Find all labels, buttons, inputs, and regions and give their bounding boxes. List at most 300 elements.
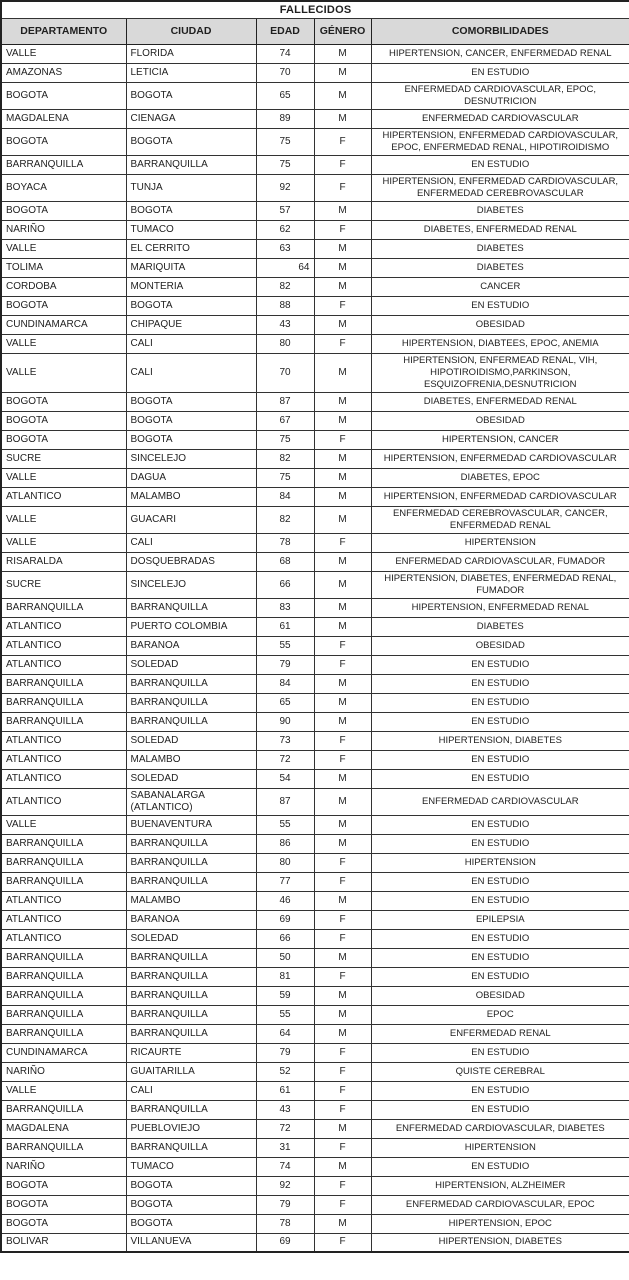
- cell-departamento: BOYACA: [1, 174, 126, 201]
- cell-ciudad: SINCELEJO: [126, 449, 256, 468]
- table-row: [1, 712, 629, 731]
- cell-comorbilidades: EN ESTUDIO: [371, 769, 629, 788]
- cell-comorbilidades: EN ESTUDIO: [371, 815, 629, 834]
- cell-ciudad: LETICIA: [126, 63, 256, 82]
- cell-edad: 82: [256, 506, 314, 533]
- cell-ciudad: BARANOA: [126, 910, 256, 929]
- cell-departamento: NARIÑO: [1, 1062, 126, 1081]
- cell-edad: 70: [256, 63, 314, 82]
- cell-edad: 74: [256, 1157, 314, 1176]
- cell-ciudad: BARRANQUILLA: [126, 674, 256, 693]
- cell-genero: M: [314, 44, 371, 63]
- cell-genero: F: [314, 910, 371, 929]
- cell-ciudad: MARIQUITA: [126, 258, 256, 277]
- table-row: [1, 834, 629, 853]
- cell-departamento: AMAZONAS: [1, 63, 126, 82]
- cell-genero: M: [314, 506, 371, 533]
- cell-comorbilidades: DIABETES: [371, 239, 629, 258]
- cell-edad: 92: [256, 1176, 314, 1195]
- cell-ciudad: FLORIDA: [126, 44, 256, 63]
- cell-edad: 78: [256, 1214, 314, 1233]
- table-row: [1, 506, 629, 533]
- cell-edad: 57: [256, 201, 314, 220]
- cell-genero: F: [314, 853, 371, 872]
- cell-comorbilidades: HIPERTENSION: [371, 1138, 629, 1157]
- cell-edad: 82: [256, 277, 314, 296]
- cell-departamento: BARRANQUILLA: [1, 967, 126, 986]
- cell-comorbilidades: EN ESTUDIO: [371, 655, 629, 674]
- cell-ciudad: SINCELEJO: [126, 571, 256, 598]
- cell-edad: 64: [256, 1024, 314, 1043]
- cell-ciudad: BARRANQUILLA: [126, 948, 256, 967]
- cell-departamento: BARRANQUILLA: [1, 872, 126, 891]
- cell-comorbilidades: DIABETES, EPOC: [371, 468, 629, 487]
- cell-ciudad: BOGOTA: [126, 296, 256, 315]
- table-row: [1, 571, 629, 598]
- cell-departamento: CORDOBA: [1, 277, 126, 296]
- cell-edad: 73: [256, 731, 314, 750]
- cell-ciudad: MALAMBO: [126, 487, 256, 506]
- cell-departamento: MAGDALENA: [1, 1119, 126, 1138]
- cell-ciudad: BARRANQUILLA: [126, 967, 256, 986]
- table-row: [1, 788, 629, 815]
- cell-genero: M: [314, 392, 371, 411]
- cell-edad: 55: [256, 636, 314, 655]
- cell-edad: 86: [256, 834, 314, 853]
- header-comorbilidades: COMORBILIDADES: [371, 18, 629, 44]
- table-row: [1, 44, 629, 63]
- cell-genero: M: [314, 109, 371, 128]
- cell-departamento: VALLE: [1, 815, 126, 834]
- cell-comorbilidades: DIABETES: [371, 258, 629, 277]
- cell-comorbilidades: QUISTE CEREBRAL: [371, 1062, 629, 1081]
- cell-genero: M: [314, 693, 371, 712]
- cell-ciudad: BOGOTA: [126, 411, 256, 430]
- cell-ciudad: PUEBLOVIEJO: [126, 1119, 256, 1138]
- cell-edad: 87: [256, 788, 314, 815]
- cell-comorbilidades: ENFERMEDAD CARDIOVASCULAR, EPOC: [371, 1195, 629, 1214]
- table-row: [1, 239, 629, 258]
- table-row: [1, 411, 629, 430]
- cell-genero: F: [314, 1195, 371, 1214]
- cell-ciudad: CIENAGA: [126, 109, 256, 128]
- table-row: [1, 1233, 629, 1252]
- header-departamento: DEPARTAMENTO: [1, 18, 126, 44]
- table-row: [1, 1176, 629, 1195]
- cell-comorbilidades: EPOC: [371, 1005, 629, 1024]
- cell-comorbilidades: HIPERTENSION, EPOC: [371, 1214, 629, 1233]
- cell-genero: F: [314, 1100, 371, 1119]
- cell-edad: 52: [256, 1062, 314, 1081]
- cell-comorbilidades: EN ESTUDIO: [371, 63, 629, 82]
- cell-departamento: MAGDALENA: [1, 109, 126, 128]
- cell-comorbilidades: EN ESTUDIO: [371, 929, 629, 948]
- cell-comorbilidades: HIPERTENSION, CANCER, ENFERMEDAD RENAL: [371, 44, 629, 63]
- cell-ciudad: BARRANQUILLA: [126, 1024, 256, 1043]
- cell-edad: 54: [256, 769, 314, 788]
- cell-departamento: BARRANQUILLA: [1, 1024, 126, 1043]
- cell-edad: 79: [256, 655, 314, 674]
- cell-departamento: ATLANTICO: [1, 891, 126, 910]
- cell-comorbilidades: CANCER: [371, 277, 629, 296]
- cell-edad: 89: [256, 109, 314, 128]
- cell-departamento: ATLANTICO: [1, 929, 126, 948]
- cell-comorbilidades: EPILEPSIA: [371, 910, 629, 929]
- table-row: [1, 1043, 629, 1062]
- cell-ciudad: BARRANQUILLA: [126, 712, 256, 731]
- cell-comorbilidades: HIPERTENSION, DIABETES, ENFERMEDAD RENAL, FUMADOR: [371, 571, 629, 598]
- cell-comorbilidades: EN ESTUDIO: [371, 1081, 629, 1100]
- cell-ciudad: BOGOTA: [126, 1195, 256, 1214]
- cell-ciudad: TUNJA: [126, 174, 256, 201]
- cell-genero: M: [314, 411, 371, 430]
- cell-genero: M: [314, 571, 371, 598]
- cell-edad: 67: [256, 411, 314, 430]
- table-row: [1, 174, 629, 201]
- cell-departamento: ATLANTICO: [1, 910, 126, 929]
- table-row: [1, 655, 629, 674]
- cell-comorbilidades: DIABETES: [371, 201, 629, 220]
- cell-comorbilidades: EN ESTUDIO: [371, 834, 629, 853]
- table-row: [1, 353, 629, 392]
- cell-genero: F: [314, 296, 371, 315]
- cell-genero: M: [314, 487, 371, 506]
- cell-comorbilidades: ENFERMEDAD RENAL: [371, 1024, 629, 1043]
- cell-departamento: BARRANQUILLA: [1, 712, 126, 731]
- cell-genero: M: [314, 63, 371, 82]
- cell-genero: F: [314, 155, 371, 174]
- cell-comorbilidades: EN ESTUDIO: [371, 155, 629, 174]
- table-row: [1, 552, 629, 571]
- table-row: [1, 948, 629, 967]
- table-row: [1, 109, 629, 128]
- cell-ciudad: BARRANQUILLA: [126, 853, 256, 872]
- cell-genero: M: [314, 1214, 371, 1233]
- cell-ciudad: PUERTO COLOMBIA: [126, 617, 256, 636]
- cell-ciudad: BARRANQUILLA: [126, 834, 256, 853]
- table-row: [1, 1024, 629, 1043]
- table-row: [1, 1005, 629, 1024]
- cell-edad: 83: [256, 598, 314, 617]
- cell-genero: M: [314, 674, 371, 693]
- cell-departamento: VALLE: [1, 1081, 126, 1100]
- cell-comorbilidades: EN ESTUDIO: [371, 750, 629, 769]
- cell-ciudad: DAGUA: [126, 468, 256, 487]
- cell-departamento: ATLANTICO: [1, 636, 126, 655]
- cell-genero: F: [314, 1176, 371, 1195]
- cell-comorbilidades: HIPERTENSION, ENFERMEAD RENAL, VIH, HIPOTIROIDISMO,PARKINSON, ESQUIZOFRENIA,DESNUTRICION: [371, 353, 629, 392]
- cell-ciudad: BOGOTA: [126, 430, 256, 449]
- cell-departamento: NARIÑO: [1, 220, 126, 239]
- cell-ciudad: TUMACO: [126, 1157, 256, 1176]
- cell-ciudad: BOGOTA: [126, 82, 256, 109]
- cell-ciudad: BOGOTA: [126, 201, 256, 220]
- table-row: [1, 392, 629, 411]
- cell-comorbilidades: DIABETES: [371, 617, 629, 636]
- cell-ciudad: CALI: [126, 334, 256, 353]
- header-edad: EDAD: [256, 18, 314, 44]
- table-row: [1, 449, 629, 468]
- table-row: [1, 296, 629, 315]
- cell-ciudad: SOLEDAD: [126, 655, 256, 674]
- cell-departamento: ATLANTICO: [1, 788, 126, 815]
- cell-comorbilidades: OBESIDAD: [371, 411, 629, 430]
- cell-genero: M: [314, 815, 371, 834]
- cell-comorbilidades: EN ESTUDIO: [371, 872, 629, 891]
- cell-genero: M: [314, 277, 371, 296]
- cell-departamento: ATLANTICO: [1, 655, 126, 674]
- cell-departamento: BOGOTA: [1, 1176, 126, 1195]
- page-title: FALLECIDOS: [1, 1, 629, 18]
- cell-edad: 65: [256, 82, 314, 109]
- table-row: [1, 533, 629, 552]
- cell-edad: 61: [256, 617, 314, 636]
- cell-edad: 75: [256, 155, 314, 174]
- cell-comorbilidades: EN ESTUDIO: [371, 891, 629, 910]
- cell-edad: 82: [256, 449, 314, 468]
- cell-comorbilidades: HIPERTENSION, DIABETES: [371, 731, 629, 750]
- cell-edad: 55: [256, 815, 314, 834]
- cell-ciudad: VILLANUEVA: [126, 1233, 256, 1252]
- cell-departamento: SUCRE: [1, 449, 126, 468]
- cell-ciudad: EL CERRITO: [126, 239, 256, 258]
- cell-comorbilidades: ENFERMEDAD CARDIOVASCULAR: [371, 788, 629, 815]
- table-row: [1, 1138, 629, 1157]
- cell-ciudad: BUENAVENTURA: [126, 815, 256, 834]
- table-row: [1, 468, 629, 487]
- cell-edad: 74: [256, 44, 314, 63]
- cell-ciudad: GUACARI: [126, 506, 256, 533]
- cell-edad: 78: [256, 533, 314, 552]
- cell-edad: 84: [256, 487, 314, 506]
- cell-comorbilidades: EN ESTUDIO: [371, 1100, 629, 1119]
- cell-genero: F: [314, 1043, 371, 1062]
- header-ciudad: CIUDAD: [126, 18, 256, 44]
- cell-comorbilidades: EN ESTUDIO: [371, 1157, 629, 1176]
- cell-genero: M: [314, 986, 371, 1005]
- cell-edad: 61: [256, 1081, 314, 1100]
- table-row: [1, 750, 629, 769]
- cell-ciudad: SOLEDAD: [126, 769, 256, 788]
- cell-edad: 80: [256, 853, 314, 872]
- cell-comorbilidades: EN ESTUDIO: [371, 296, 629, 315]
- cell-departamento: BOGOTA: [1, 411, 126, 430]
- cell-comorbilidades: ENFERMEDAD CARDIOVASCULAR, FUMADOR: [371, 552, 629, 571]
- table-row: [1, 872, 629, 891]
- cell-genero: M: [314, 788, 371, 815]
- table-row: [1, 986, 629, 1005]
- cell-comorbilidades: HIPERTENSION, ENFERMEDAD CARDIOVASCULAR: [371, 487, 629, 506]
- cell-departamento: VALLE: [1, 353, 126, 392]
- cell-ciudad: BOGOTA: [126, 1176, 256, 1195]
- cell-departamento: BARRANQUILLA: [1, 598, 126, 617]
- cell-comorbilidades: EN ESTUDIO: [371, 693, 629, 712]
- table-row: [1, 929, 629, 948]
- table-row: [1, 617, 629, 636]
- cell-genero: M: [314, 353, 371, 392]
- cell-genero: M: [314, 617, 371, 636]
- cell-genero: F: [314, 430, 371, 449]
- cell-genero: F: [314, 174, 371, 201]
- cell-genero: M: [314, 1157, 371, 1176]
- cell-ciudad: BARRANQUILLA: [126, 872, 256, 891]
- table-header-row: [1, 18, 629, 44]
- cell-genero: M: [314, 769, 371, 788]
- cell-edad: 72: [256, 750, 314, 769]
- cell-comorbilidades: EN ESTUDIO: [371, 1043, 629, 1062]
- cell-departamento: RISARALDA: [1, 552, 126, 571]
- cell-departamento: SUCRE: [1, 571, 126, 598]
- cell-edad: 79: [256, 1043, 314, 1062]
- cell-genero: M: [314, 258, 371, 277]
- cell-ciudad: RICAURTE: [126, 1043, 256, 1062]
- cell-departamento: BOGOTA: [1, 82, 126, 109]
- table-row: [1, 82, 629, 109]
- cell-ciudad: BARRANQUILLA: [126, 155, 256, 174]
- cell-comorbilidades: HIPERTENSION, ALZHEIMER: [371, 1176, 629, 1195]
- cell-comorbilidades: HIPERTENSION, ENFERMEDAD RENAL: [371, 598, 629, 617]
- cell-genero: F: [314, 1233, 371, 1252]
- cell-genero: M: [314, 468, 371, 487]
- cell-genero: F: [314, 1138, 371, 1157]
- cell-comorbilidades: OBESIDAD: [371, 636, 629, 655]
- cell-departamento: BARRANQUILLA: [1, 693, 126, 712]
- table-row: [1, 334, 629, 353]
- cell-departamento: ATLANTICO: [1, 769, 126, 788]
- cell-genero: F: [314, 929, 371, 948]
- cell-comorbilidades: ENFERMEDAD CARDIOVASCULAR, EPOC, DESNUTRICION: [371, 82, 629, 109]
- cell-departamento: ATLANTICO: [1, 617, 126, 636]
- table-row: [1, 315, 629, 334]
- cell-comorbilidades: OBESIDAD: [371, 986, 629, 1005]
- cell-edad: 92: [256, 174, 314, 201]
- cell-ciudad: BOGOTA: [126, 1214, 256, 1233]
- cell-comorbilidades: HIPERTENSION, DIABTEES, EPOC, ANEMIA: [371, 334, 629, 353]
- cell-departamento: BOLIVAR: [1, 1233, 126, 1252]
- cell-departamento: BARRANQUILLA: [1, 674, 126, 693]
- table-row: [1, 277, 629, 296]
- cell-departamento: BOGOTA: [1, 1195, 126, 1214]
- cell-departamento: BARRANQUILLA: [1, 1138, 126, 1157]
- cell-genero: M: [314, 449, 371, 468]
- cell-genero: F: [314, 1081, 371, 1100]
- table-row: [1, 1081, 629, 1100]
- cell-genero: F: [314, 655, 371, 674]
- cell-ciudad: TUMACO: [126, 220, 256, 239]
- cell-edad: 62: [256, 220, 314, 239]
- table-row: [1, 891, 629, 910]
- table-row: [1, 487, 629, 506]
- cell-comorbilidades: EN ESTUDIO: [371, 948, 629, 967]
- cell-departamento: ATLANTICO: [1, 487, 126, 506]
- cell-genero: F: [314, 636, 371, 655]
- table-row: [1, 1214, 629, 1233]
- table-row: [1, 910, 629, 929]
- cell-ciudad: SABANALARGA (ATLANTICO): [126, 788, 256, 815]
- cell-edad: 75: [256, 468, 314, 487]
- table-row: [1, 815, 629, 834]
- cell-ciudad: BARRANQUILLA: [126, 1100, 256, 1119]
- table-row: [1, 430, 629, 449]
- cell-ciudad: BARRANQUILLA: [126, 598, 256, 617]
- cell-departamento: BOGOTA: [1, 1214, 126, 1233]
- cell-departamento: BARRANQUILLA: [1, 853, 126, 872]
- cell-edad: 64: [256, 258, 314, 277]
- table-row: [1, 128, 629, 155]
- cell-genero: M: [314, 201, 371, 220]
- cell-ciudad: GUAITARILLA: [126, 1062, 256, 1081]
- table-row: [1, 1100, 629, 1119]
- cell-departamento: NARIÑO: [1, 1157, 126, 1176]
- cell-genero: M: [314, 82, 371, 109]
- cell-departamento: BOGOTA: [1, 201, 126, 220]
- cell-departamento: CUNDINAMARCA: [1, 1043, 126, 1062]
- table-row: [1, 769, 629, 788]
- cell-departamento: VALLE: [1, 334, 126, 353]
- cell-departamento: VALLE: [1, 506, 126, 533]
- cell-edad: 88: [256, 296, 314, 315]
- cell-ciudad: BOGOTA: [126, 128, 256, 155]
- cell-edad: 90: [256, 712, 314, 731]
- cell-genero: M: [314, 712, 371, 731]
- cell-comorbilidades: HIPERTENSION, ENFERMEDAD CARDIOVASCULAR, EPOC, ENFERMEDAD RENAL, HIPOTIROIDISMO: [371, 128, 629, 155]
- cell-comorbilidades: OBESIDAD: [371, 315, 629, 334]
- cell-comorbilidades: DIABETES, ENFERMEDAD RENAL: [371, 220, 629, 239]
- table-row: [1, 1062, 629, 1081]
- cell-genero: M: [314, 598, 371, 617]
- cell-edad: 84: [256, 674, 314, 693]
- cell-comorbilidades: ENFERMEDAD CEREBROVASCULAR, CANCER, ENFERMEDAD RENAL: [371, 506, 629, 533]
- table-row: [1, 220, 629, 239]
- table-row: [1, 674, 629, 693]
- cell-ciudad: CALI: [126, 353, 256, 392]
- cell-comorbilidades: EN ESTUDIO: [371, 967, 629, 986]
- cell-departamento: BOGOTA: [1, 392, 126, 411]
- table-row: [1, 1157, 629, 1176]
- cell-departamento: VALLE: [1, 239, 126, 258]
- cell-comorbilidades: HIPERTENSION, DIABETES: [371, 1233, 629, 1252]
- table-row: [1, 1195, 629, 1214]
- table-row: [1, 258, 629, 277]
- table-row: [1, 63, 629, 82]
- table-row: [1, 598, 629, 617]
- cell-edad: 75: [256, 430, 314, 449]
- cell-genero: F: [314, 750, 371, 769]
- cell-ciudad: MALAMBO: [126, 750, 256, 769]
- cell-comorbilidades: HIPERTENSION: [371, 533, 629, 552]
- cell-genero: M: [314, 891, 371, 910]
- table-row: [1, 636, 629, 655]
- table-row: [1, 155, 629, 174]
- cell-edad: 87: [256, 392, 314, 411]
- cell-edad: 63: [256, 239, 314, 258]
- cell-departamento: BOGOTA: [1, 430, 126, 449]
- cell-departamento: BOGOTA: [1, 128, 126, 155]
- cell-edad: 55: [256, 1005, 314, 1024]
- cell-ciudad: BARRANQUILLA: [126, 693, 256, 712]
- cell-departamento: VALLE: [1, 533, 126, 552]
- table-row: [1, 201, 629, 220]
- cell-ciudad: CALI: [126, 1081, 256, 1100]
- cell-genero: M: [314, 315, 371, 334]
- cell-departamento: BARRANQUILLA: [1, 1005, 126, 1024]
- table-row: [1, 853, 629, 872]
- table-body: [1, 44, 629, 1252]
- cell-departamento: BARRANQUILLA: [1, 1100, 126, 1119]
- cell-edad: 69: [256, 910, 314, 929]
- cell-departamento: BARRANQUILLA: [1, 948, 126, 967]
- cell-edad: 46: [256, 891, 314, 910]
